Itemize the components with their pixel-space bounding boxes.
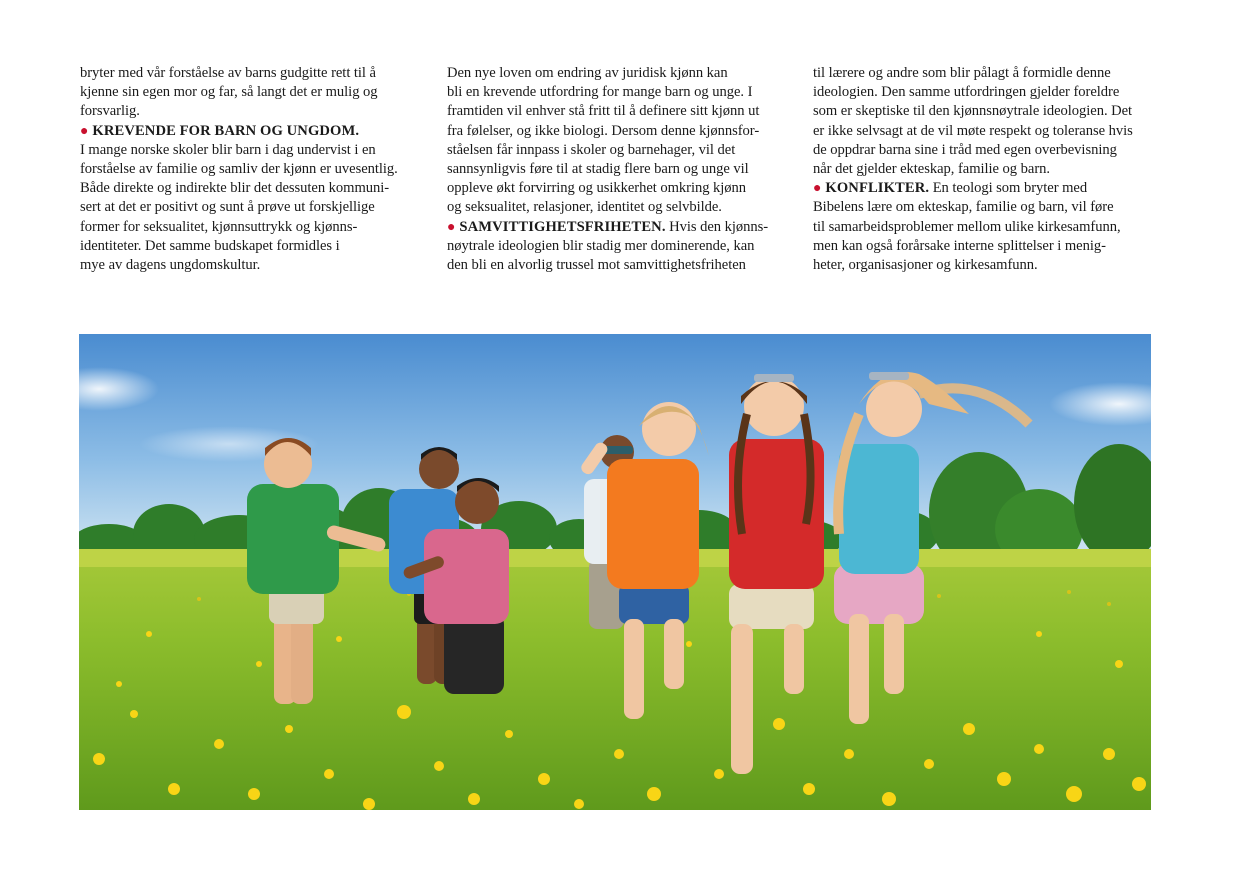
body-line: former for seksualitet, kjønnsuttrykk og kjønns- — [80, 218, 358, 235]
bullet-icon: ● — [813, 181, 822, 197]
section-heading: SAMVITTIGHETSFRIHETEN. — [459, 218, 666, 235]
body-line: bryter med vår forståelse av barns gudgitte rett til å — [80, 65, 376, 81]
body-line: til lærere og andre som blir pålagt å formidle denne — [813, 65, 1111, 81]
body-line: forståelse av familie og samliv der kjønn er uvesentlig. — [80, 160, 398, 177]
body-line: ideologien. Den samme utfordringen gjelder foreldre — [813, 84, 1120, 101]
body-line: Både direkte og indirekte blir det dessuten kommuni- — [80, 180, 390, 197]
body-line: forsvarlig. — [80, 103, 140, 120]
text-column-1 — [80, 64, 420, 275]
body-line: kjenne sin egen mor og far, så langt det er mulig og — [80, 84, 378, 101]
body-line: Bibelens lære om ekteskap, familie og barn, vil føre — [813, 199, 1114, 216]
body-line: identiteter. Det samme budskapet formidles i — [80, 237, 340, 254]
body-line: I mange norske skoler blir barn i dag undervist i en — [80, 141, 376, 158]
children-meadow-photo — [79, 334, 1151, 810]
body-line: når det gjelder ekteskap, familie og barn. — [813, 160, 1050, 177]
text-column-3 — [813, 64, 1153, 275]
body-line: mye av dagens ungdomskultur. — [80, 256, 261, 273]
body-line: Den nye loven om endring av juridisk kjønn kan — [447, 65, 728, 81]
body-line: sert at det er positivt og sunt å prøve ut forskjellige — [80, 199, 375, 216]
section-heading: KREVENDE FOR BARN OG UNGDOM. — [92, 122, 360, 139]
body-line: nøytrale ideologien blir stadig mer dominerende, kan — [447, 237, 755, 254]
body-line: oppleve økt forvirring og usikkerhet omkring kjønn — [447, 180, 747, 197]
body-line: den bli en alvorlig trussel mot samvittighetsfriheten — [447, 256, 746, 273]
bullet-icon: ● — [80, 123, 89, 139]
body-line: fra følelser, og ikke biologi. Dersom denne kjønnsfor- — [447, 122, 760, 139]
section-heading-line — [813, 179, 1153, 198]
body-line: sannsynligvis føre til at stadig flere barn og unge vil — [447, 160, 749, 177]
section-heading: KONFLIKTER. — [825, 180, 930, 197]
section-heading-line — [447, 218, 787, 237]
body-line: er ikke selvsagt at de vil møte respekt og toleranse hvis — [813, 122, 1133, 139]
body-line: som er skeptiske til den kjønnsnøytrale ideologien. Det — [813, 103, 1133, 120]
body-line: framtiden vil enhver stå fritt til å definere sitt kjønn ut — [447, 103, 760, 120]
body-line: og seksualitet, relasjoner, identitet og selvbilde. — [447, 199, 722, 216]
section-heading-rest: Hvis den kjønns- — [665, 218, 769, 235]
text-column-2 — [447, 64, 787, 275]
bullet-icon: ● — [447, 219, 456, 235]
body-line: de oppdrar barna sine i tråd med egen overbevisning — [813, 141, 1117, 158]
body-line: bli en krevende utfordring for mange barn og unge. I — [447, 84, 753, 101]
section-heading-line — [80, 122, 420, 141]
section-heading-rest: En teologi som bryter med — [929, 180, 1088, 197]
body-line: men kan også forårsake interne splittelser i menig- — [813, 237, 1106, 254]
body-line: til samarbeidsproblemer mellom ulike kirkesamfunn, — [813, 218, 1121, 235]
body-line: ståelsen får innpass i skoler og barnehager, vil det — [447, 141, 736, 158]
body-line: heter, organisasjoner og kirkesamfunn. — [813, 256, 1038, 273]
